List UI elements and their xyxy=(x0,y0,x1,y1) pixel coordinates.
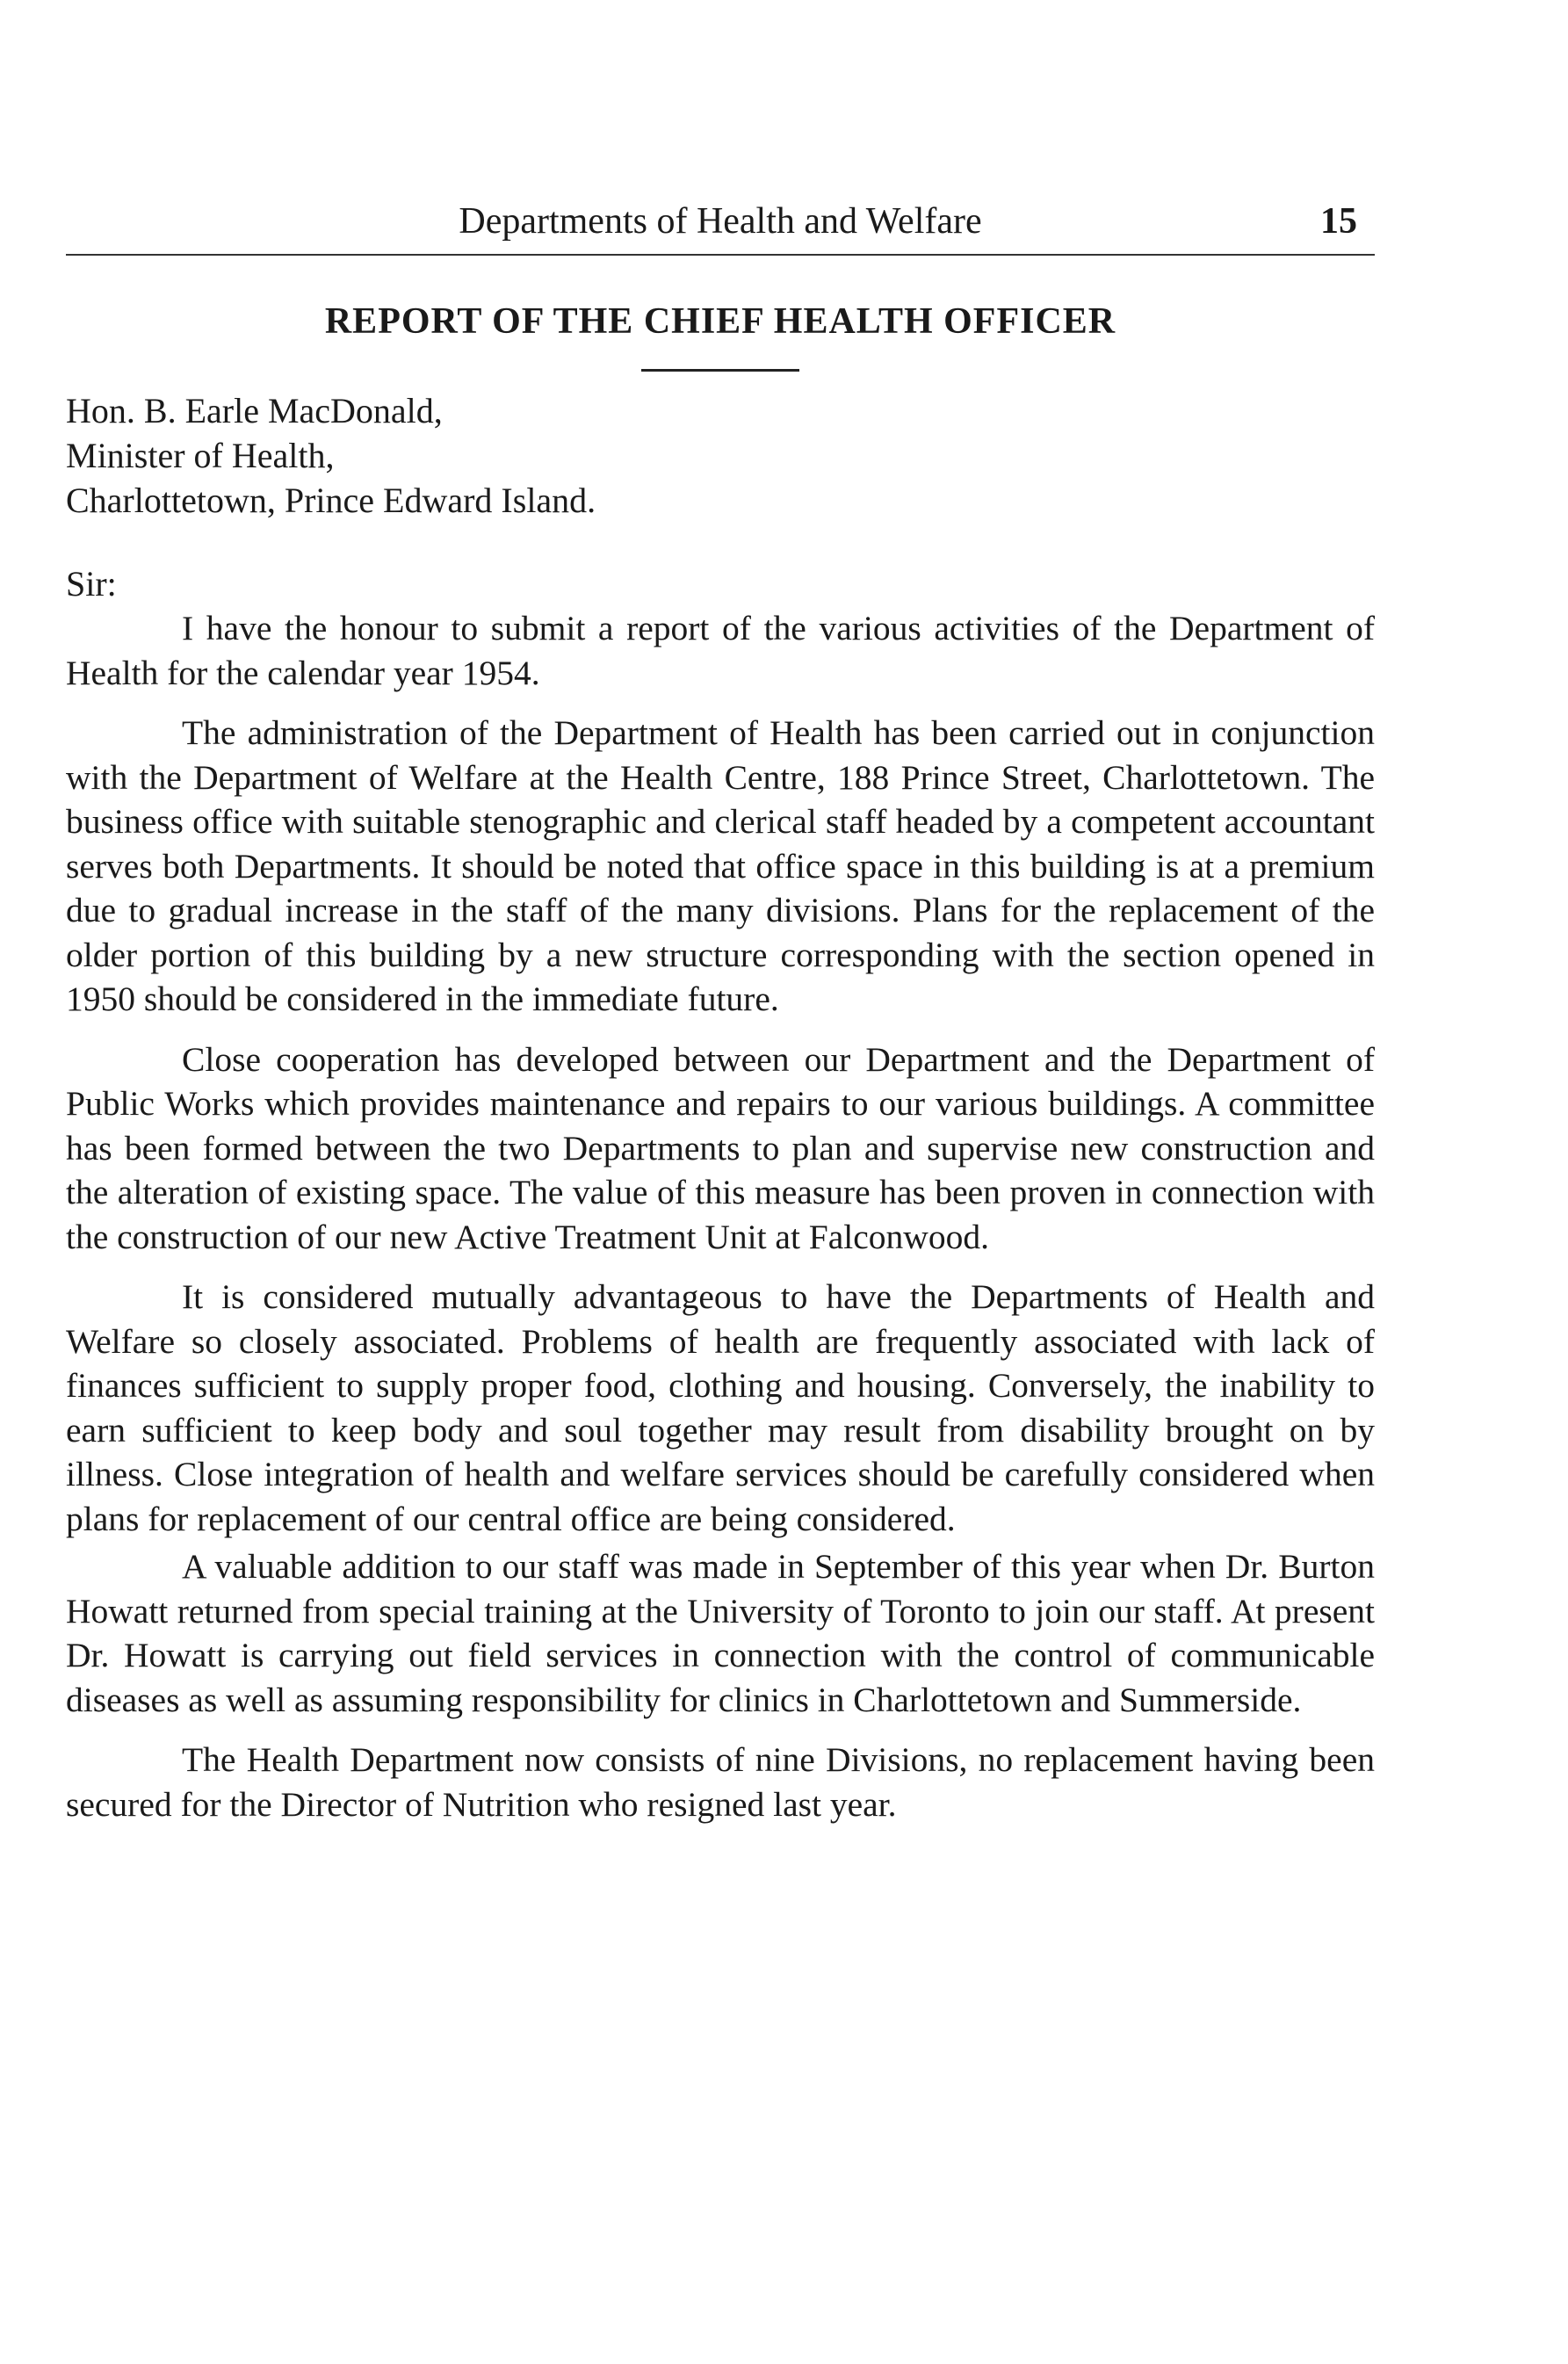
paragraph-administration: The administration of the Department of Health has been carried out in conjunction with the Department of Welfare at the Health Centre, 188 Prince Street, Charlottetown. The business office with suitable stenographic and clerical staff headed by a competent accountant serves both Departments. It should be noted that office space in this building is at a premium due to gradual increase in the staff of the many divisions. Plans for the replacement of the older portion of this building by a new structure corresponding with the section opened in 1950 should be considered in the immediate future. xyxy=(66,713,1375,1018)
title-underline xyxy=(641,369,799,372)
paragraph-divisions: The Health Department now consists of nine Divisions, no replacement having been secured for the Director of Nutrition who resigned last year. xyxy=(66,1740,1375,1824)
report-title: REPORT OF THE CHIEF HEALTH OFFICER xyxy=(324,301,1116,342)
addressee-position: Minister of Health, xyxy=(66,436,335,475)
paragraph-cooperation: Close cooperation has developed between our Department and the Department of Public Works which provides maintenance and repairs to our various buildings. A committee has been formed between the two Departments to plan and supervise new construction and the alteration of existing space. The value of this measure has been proven in connection with the construction of our new Active Treatment Unit at Falconwood. xyxy=(66,1039,1375,1256)
running-head-title: Departments of Health and Welfare xyxy=(459,201,982,242)
addressee-location: Charlottetown, Prince Edward Island. xyxy=(66,481,596,520)
addressee-block xyxy=(66,388,596,523)
paragraph-intro: I have the honour to submit a report of the various activities of the Department of Health for the calendar year 1954. xyxy=(66,609,1375,692)
running-head xyxy=(66,195,1375,248)
salutation: Sir: xyxy=(66,564,117,604)
addressee-name: Hon. B. Earle MacDonald, xyxy=(66,391,443,430)
page-number: 15 xyxy=(1320,201,1357,242)
paragraph-staff-addition: A valuable addition to our staff was made in September of this year when Dr. Burton Howatt returned from special training at the University of Toronto to join our staff. At present Dr. Howatt is carrying out field services in connection with the control of communicable diseases as well as assuming responsibility for clinics in Charlottetown and Summerside. xyxy=(66,1547,1375,1719)
report-body xyxy=(66,606,1375,1842)
header-divider xyxy=(66,254,1375,256)
paragraph-health-welfare: It is considered mutually advantageous to have the Departments of Health and Welfare so closely associated. Problems of health are frequently associated with lack of finances sufficient to supply proper food, clothing and housing. Conversely, the inability to earn sufficient to keep body and soul together may result from disability brought on by illness. Close integration of health and welfare services should be carefully considered when plans for replacement of our central office are being considered. xyxy=(66,1277,1375,1538)
